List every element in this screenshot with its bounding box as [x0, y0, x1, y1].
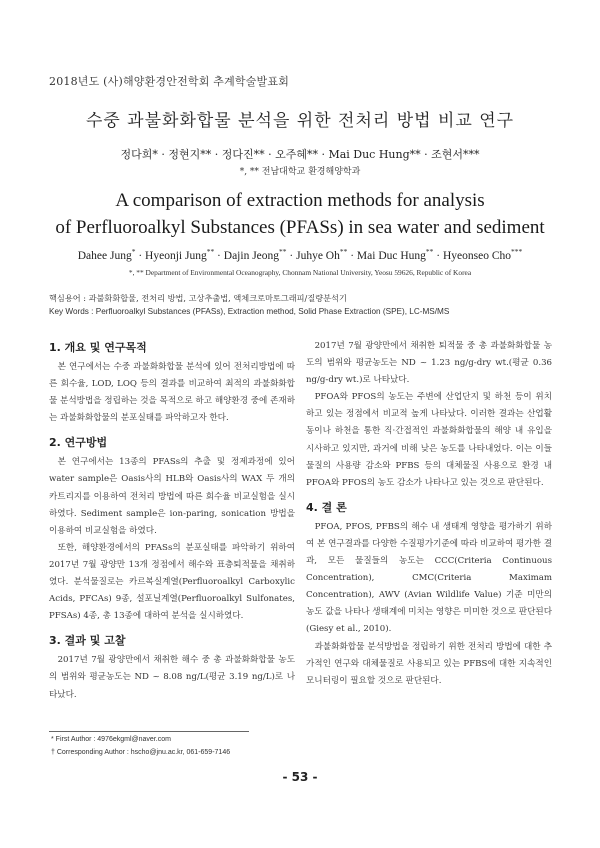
- conference-header: 2018년도 (사)해양환경안전학회 추계학술발표회: [49, 75, 290, 88]
- paragraph: PFOA와 PFOS의 농도는 주변에 산업단지 및 하천 등이 위치하고 있는 정점에서 비교적 높게 나타났다. 이러한 결과는 산업활동이나 하천을 통한 직·간접적인 과불화화합물의 해양 내 유입을 시사하고 있지만, 과거에 비해 낮은 농도를 나타내었다. 이는 이들 물질의 사용량 감소와 PFBS 등의 대체물질 사용으로 환경 내 PFOA와 PFOS의 농도 감소가 나타나고 있는 것으로 판단된다.: [306, 392, 552, 488]
- author-3: Dajin Jeong: [223, 250, 280, 262]
- footnote-first-author: * First Author : 4976ekgml@naver.com: [51, 736, 171, 743]
- paragraph: 2017년 7월 광양만에서 채취한 해수 중 총 과불화화합물 농도의 범위와 평균농도는 ND ~ 8.08 ng/L(평균 3.19 ng/L)로 나타났다.: [49, 655, 295, 700]
- keywords-text: 과불화화합물, 전처리 방법, 고상추출법, 액체크로마토그래피/질량분석기: [88, 293, 347, 303]
- author-2: Hyeonji Jung: [145, 250, 207, 262]
- author-4: Juhye Oh: [296, 250, 340, 262]
- paragraph: 본 연구에서는 13종의 PFASs의 추출 및 정제과정에 있어 water sample은 Oasis사의 HLB와 Oasis사의 WAX 두 개의 카트리지를 이용하여 전처리 방법에 따른 회수율 비교실험을 실시하였다. Sediment sample은 ion-paring, sonication 방법을 이용하여 비교실험을 하였다.: [49, 457, 295, 536]
- section-heading: 3. 결과 및 고찰: [49, 634, 126, 648]
- keywords-label: 핵심용어 :: [49, 293, 86, 303]
- section-heading: 2. 연구방법: [49, 436, 108, 450]
- right-column: [306, 338, 552, 690]
- author-5: Mai Duc Hung: [356, 250, 426, 262]
- footnote-divider: [49, 731, 249, 732]
- keywords-text: Perfluoroalkyl Substances (PFASs), Extraction method, Solid Phase Extraction (SPE), LC-MS/MS: [95, 307, 450, 316]
- author-6: Hyeonseo Cho: [442, 250, 512, 262]
- korean-keywords: [49, 293, 559, 304]
- paragraph: 본 연구에서는 수중 과불화화합물 분석에 있어 전처리방법에 따른 회수율, LOD, LOQ 등의 결과를 비교하여 최적의 과불화화합물 분석방법을 정립하는 것을 목적으로 하고 해양환경 중에 존재하는 과불화화합물의 분포실태를 파악하고자 한다.: [49, 362, 295, 424]
- english-title: [0, 187, 600, 241]
- left-column: [49, 338, 295, 704]
- english-title-line-1: A comparison of extraction methods for analysis: [115, 190, 485, 211]
- english-authors: Dahee Jung* · Hyeonji Jung** · Dajin Jeong** · Juhye Oh** · Mai Duc Hung** · Hyeonseo Cho***: [77, 247, 523, 262]
- english-title-line-2: of Perfluoroalkyl Substances (PFASs) in sea water and sediment: [55, 217, 545, 238]
- english-affiliation: *, ** Department of Environmental Oceanography, Chonnam National University, Yeosu 59626, Republic of Korea: [128, 268, 472, 277]
- author-1: Dahee Jung: [77, 250, 132, 262]
- english-keywords: [49, 307, 559, 316]
- page-number: - 53 -: [282, 770, 318, 784]
- korean-affiliation: *, ** 전남대학교 환경해양학과: [239, 167, 361, 177]
- paragraph: 2017년 7월 광양만에서 채취한 퇴적물 중 총 과불화화합물 농도의 범위와 평균농도는 ND ~ 1.23 ng/g-dry wt.(평균 0.36 ng/g-dry wt.)로 나타났다.: [306, 341, 552, 386]
- paragraph: 또한, 해양환경에서의 PFASs의 분포실태를 파악하기 위하여 2017년 7월 광양만 13개 정점에서 해수와 표층퇴적물을 채취하였다. 분석물질로는 카르복실계열(Perfluoroalkyl Carboxylic Acids, PFCAs) 9종, 설포닐계열(Perfluoroalkyl Sulfonates, PFSAs) 4종, 총 13종에 대하여 분석을 실시하였다.: [49, 542, 295, 622]
- keywords-label: Key Words :: [49, 307, 94, 316]
- footnote-corresponding-author: † Corresponding Author : hscho@jnu.ac.kr, 061-659-7146: [51, 749, 231, 756]
- korean-title: 수중 과불화화합물 분석을 위한 전처리 방법 비교 연구: [85, 111, 515, 131]
- paragraph: 과불화화합물 분석방법을 정립하기 위한 전처리 방법에 대한 추가적인 연구와 대체물질로 사용되고 있는 PFBS에 대한 지속적인 모니터링이 필요할 것으로 판단된다.: [306, 641, 552, 686]
- section-heading: 1. 개요 및 연구목적: [49, 341, 147, 354]
- paragraph: PFOA, PFOS, PFBS의 해수 내 생태계 영향을 평가하기 위하여 본 연구결과를 다양한 수질평가기준에 따라 비교하여 평가한 결과, 모든 물질들의 농도는 CCC(Criteria Continuous Concentration), CMC(Criteria Maximam Concentration), AWV (Avian Wildlife Value) 기준 미만의 농도 값을 나타나 생태계에 미치는 영향은 미미한 것으로 판단된다(Giesy et al., 2010).: [306, 521, 552, 635]
- section-heading: 4. 결 론: [306, 500, 347, 514]
- korean-authors: 정다희* · 정현지** · 정다진** · 오주혜** · Mai Duc Hung** · 조현서***: [120, 148, 480, 161]
